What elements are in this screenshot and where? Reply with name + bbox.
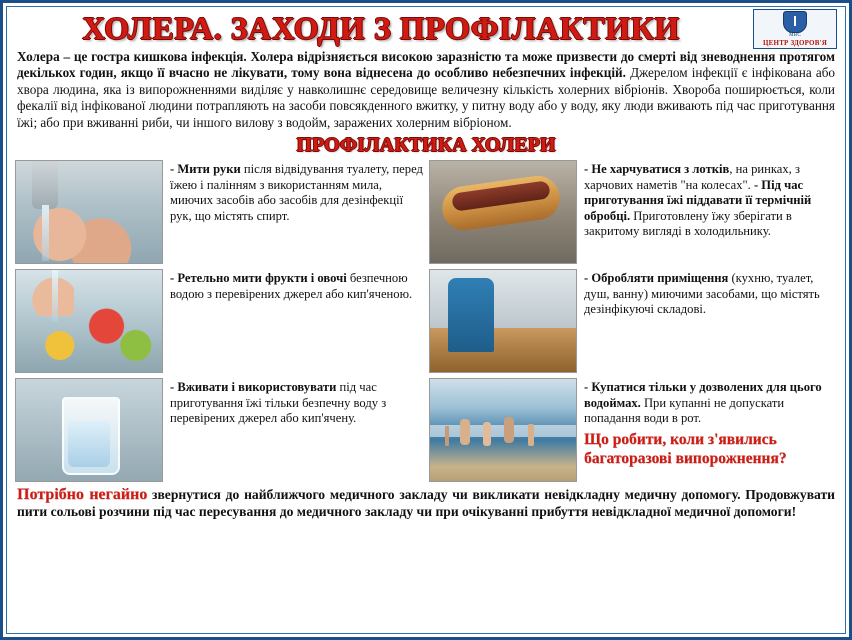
tip-rest: (кухню, туалет, душ, ванну) миючими засобами, що містять дезінфікуючі складові. [584, 271, 820, 317]
tip-item [429, 269, 837, 373]
page-title: ХОЛЕРА. ЗАХОДИ З ПРОФІЛАКТИКИ [82, 10, 680, 46]
tip-bold: - Обробляти приміщення [584, 271, 729, 286]
logo-text: ЦЕНТР ЗДОРОВ'Я [763, 39, 827, 47]
tip-text [170, 160, 423, 264]
tip-rest: під час приготування їжі тільки безпечну воду з перевірених джерел або кип'ячену. [170, 380, 387, 426]
tip-bold: - Ретельно мити фрукти і овочі [170, 271, 347, 286]
section-title: ПРОФІЛАКТИКА ХОЛЕРИ [296, 134, 556, 157]
intro-lead: Холера – це гостра кишкова інфекція. [17, 49, 247, 64]
tip-rest: При купанні не допускати попадання води в рот. [584, 395, 785, 426]
tip-text [584, 269, 837, 373]
tip-item [429, 160, 837, 264]
tip-text [584, 160, 837, 264]
tip-rest: , на ринках, з харчових наметів "на колесах". [584, 162, 800, 192]
tip-rest: після відвідування туалету, перед їжею і палінням з використанням мила, миючих засобів або засобів для дезінфекції рук, що містять спирт. [170, 162, 423, 223]
tip-bold: - Мити руки [170, 162, 241, 177]
tip-bold-heat: - Під час приготування їжі піддавати її термічній обробці. [584, 177, 812, 223]
photo-cleaning-surface [429, 269, 577, 373]
tip-item [15, 378, 423, 482]
logo-badge-caption: МВС [789, 33, 801, 38]
red-question: Що робити, коли з'явились багаторазові випорожнення? [584, 430, 787, 467]
tip-item [15, 269, 423, 373]
tip-item [429, 378, 837, 482]
tip-item [15, 160, 423, 264]
tips-grid [15, 160, 837, 482]
intro-paragraph [17, 49, 835, 131]
poster-header [7, 7, 845, 49]
photo-street-food [429, 160, 577, 264]
tip-bold: - Купатися тільки у дозволених для цього водоймах. [584, 380, 822, 410]
tips-column-right [429, 160, 837, 482]
tip-text [584, 378, 837, 482]
tip-bold: - Вживати і використовувати [170, 380, 337, 395]
poster-inner-border [6, 6, 846, 634]
tip-rest-heat: Приготовлену їжу зберігати в закритому вигляді в холодильнику. [584, 208, 792, 239]
tips-column-left [15, 160, 423, 482]
shield-icon [783, 11, 807, 33]
photo-glass-of-water [15, 378, 163, 482]
footer-paragraph [17, 486, 835, 520]
intro-bold: Холера відрізняється високою заразністю та може призвести до смерті від зневоднення протягом декількох годин, якщо її вчасно не лікувати, тому вона віднесена до особливо небезпечних інфекцій. [17, 49, 836, 81]
photo-hands-washing [15, 160, 163, 264]
tip-rest: безпечною водою з перевірених джерел або кип'яченою. [170, 271, 413, 301]
tip-text [170, 378, 423, 482]
tip-text [170, 269, 423, 373]
footer-lead: Потрібно негайно [17, 486, 148, 504]
photo-beach-swimming [429, 378, 577, 482]
intro-rest: Джерелом інфекції є інфікована або хвора людина, яка із випорожненнями виділяє у навколишнє середовище величезну кількість холерних вібріонів. Хвороба поширюється, коли фекалії від інфікованої людини потрапляють на засоби повсякденного вжитку, у питну воду або у воду, яку люди вживають під час приготування їжі; або при вживанні риби, чи іншого вилову з водойм, заражених холерним вібріоном. [17, 65, 836, 130]
photo-washing-vegetables [15, 269, 163, 373]
tip-bold: - Не харчуватися з лотків [584, 162, 730, 177]
organization-logo [753, 9, 837, 49]
footer-text: звернутися до найближчого медичного закладу чи викликати невідкладну медичну допомогу. Продовжувати пити сольові розчини під час пересування до медичного закладу чи при очікуванні прибуття невідкладної медичної допомоги! [17, 487, 835, 520]
